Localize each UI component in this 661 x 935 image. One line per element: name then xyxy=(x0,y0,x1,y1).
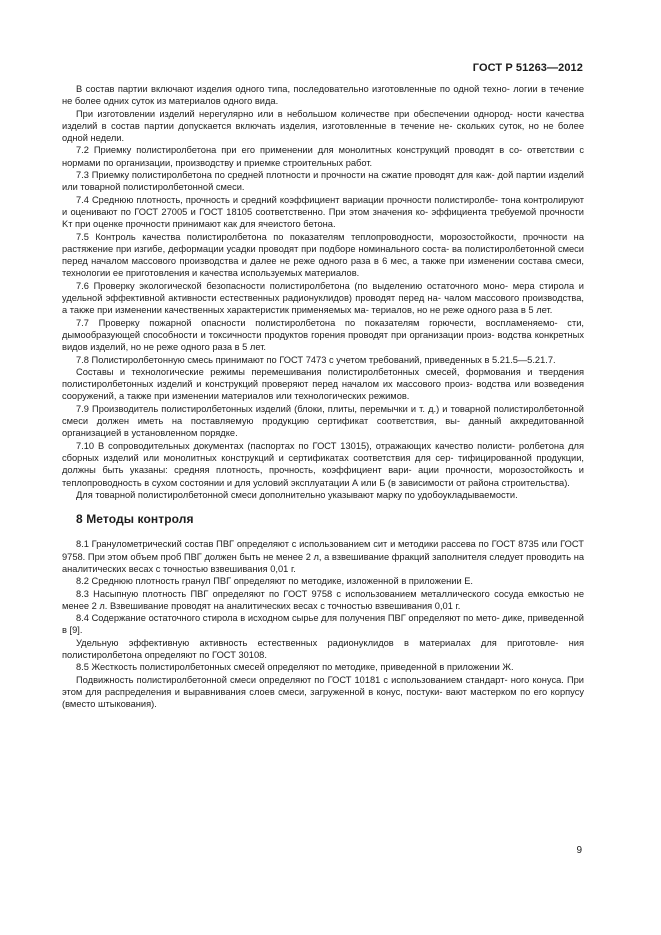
paragraph: 7.7 Проверку пожарной опасности полистиролбетона по показателям горючести, воспламеняемо- сти, дымообразующей способности и токсичности продуктов горения проводят при организации произ- водства конкретных видов изделий, но не реже одного раза в 5 лет. xyxy=(62,317,584,353)
paragraph: 7.8 Полистиролбетонную смесь принимают по ГОСТ 7473 с учетом требований, приведенных в 5.21.5—5.21.7. xyxy=(76,354,556,365)
page-number: 9 xyxy=(576,845,582,856)
paragraph: 7.6 Проверку экологической безопасности полистиролбетона (по выделению остаточного моно- мера стирола и удельной эффективной активности естественных радионуклидов) проводят перед на- чалом массового производства, а также при изменении качественных характеристик применяемых ма- териалов, но не реже одного раза в 5 лет. xyxy=(62,280,584,316)
paragraph: 8.2 Среднюю плотность гранул ПВГ определяют по методике, изложенной в приложении Е. xyxy=(76,576,474,587)
paragraph: Удельную эффективную активность естественных радионуклидов в материалах для приготовле- ния полистиролбетона определяют по ГОСТ 30108. xyxy=(62,637,584,661)
paragraph: При изготовлении изделий нерегулярно или в небольшом количестве при обеспечении однород- ности качества изделий в состав партии допускается включать изделия, изготовленные в течение не- скольких суток, но не более одной недели. xyxy=(62,108,584,144)
paragraph: Для товарной полистиролбетонной смеси дополнительно указывают марку по удобоукладываемости. xyxy=(76,489,518,500)
paragraph: 8.3 Насыпную плотность ПВГ определяют по ГОСТ 9758 с использованием металлического сосуда емкостью не менее 2 л. Взвешивание проводят на аналитических весах с точностью взвешивания 0,01 г. xyxy=(62,588,584,611)
paragraph: 7.3 Приемку полистиролбетона по средней плотности и прочности на сжатие проводят для каж- дой партии изделий или товарной полистиролбетонной смеси. xyxy=(62,170,584,193)
paragraph: 7.5 Контроль качества полистиролбетона по показателям теплопроводности, морозостойкости, прочности на растяжение при изгибе, деформации усадки проводят при подборе номинального соста- ва полистиролбетонной смеси перед началом массового производства и далее не реже одного раза в 6 мес, а также при изменении состава смеси, технологии ее приготовления и качества используемых материалов. xyxy=(62,231,584,279)
paragraph: 8.1 Гранулометрический состав ПВГ определяют с использованием сит и методики рассева по ГОСТ 8735 или ГОСТ 9758. При этом объем проб ПВГ должен быть не менее 2 л, а взвешивание фракций заполнителя следует проводить на аналитических весах с точностью взвешивания 0,01 г. xyxy=(62,539,584,574)
paragraph: 7.4 Среднюю плотность, прочность и средний коэффициент вариации прочности полистиролбе- тона контролируют и оценивают по ГОСТ 27005 и ГОСТ 18105 соответственно. При этом значения ко- эффициента требуемой прочности Kт при оценке прочности принимают как для ячеистого бетона. xyxy=(62,194,584,230)
paragraph: 7.2 Приемку полистиролбетона при его применении для монолитных конструкций проводят в со- ответствии с нормами по организации, производству и приемке строительных работ. xyxy=(62,145,584,168)
section-heading: 8 Методы контроля xyxy=(76,512,194,527)
paragraph: 7.10 В сопроводительных документах (паспортах по ГОСТ 13015), отражающих качество полисти- ролбетона для сборных изделий или монолитных конструкций и сертификатах соответствия для сер- тифицированной продукции, должны быть указаны: средняя плотность, прочность, коэффициент вари- ации прочности, морозостойкость и теплопроводность в сухом состоянии и для условий эксплуатации А или Б (в зависимости от района строительства). xyxy=(62,440,584,488)
paragraph: 8.5 Жесткость полистиролбетонных смесей определяют по методике, приведенной в приложении Ж. xyxy=(76,662,514,673)
paragraph: 7.9 Производитель полистиролбетонных изделий (блоки, плиты, перемычки и т. д.) и товарной полистиролбетонной смеси должен иметь на поставляемую продукцию сертификат соответствия, вы- данный аккредитованной организацией в установленном порядке. xyxy=(62,403,584,439)
paragraph: В состав партии включают изделия одного типа, последовательно изготовленные по одной техно- логии в течение не более одних суток из материалов одного вида. xyxy=(62,84,584,107)
paragraph: Подвижность полистиролбетонной смеси определяют по ГОСТ 10181 с использованием стандарт- ного конуса. При этом для распределения и выравнивания слоев смеси, загруженной в конус, постуки- вают мастерком по его корпусу (вместо штыкования). xyxy=(62,674,584,710)
paragraph: 8.4 Содержание остаточного стирола в исходном сырье для получения ПВГ определяют по мето- дике, приведенной в [9]. xyxy=(62,613,584,636)
paragraph: Составы и технологические режимы перемешивания полистиролбетонных смесей, формования и твердения полистиролбетонных изделий и конструкций проверяют перед началом их массового произ- водства или возведения сооружений, а также при изменении материалов или технологических режимов. xyxy=(62,366,584,402)
document-code: ГОСТ Р 51263—2012 xyxy=(472,62,583,74)
document-body xyxy=(62,83,584,711)
